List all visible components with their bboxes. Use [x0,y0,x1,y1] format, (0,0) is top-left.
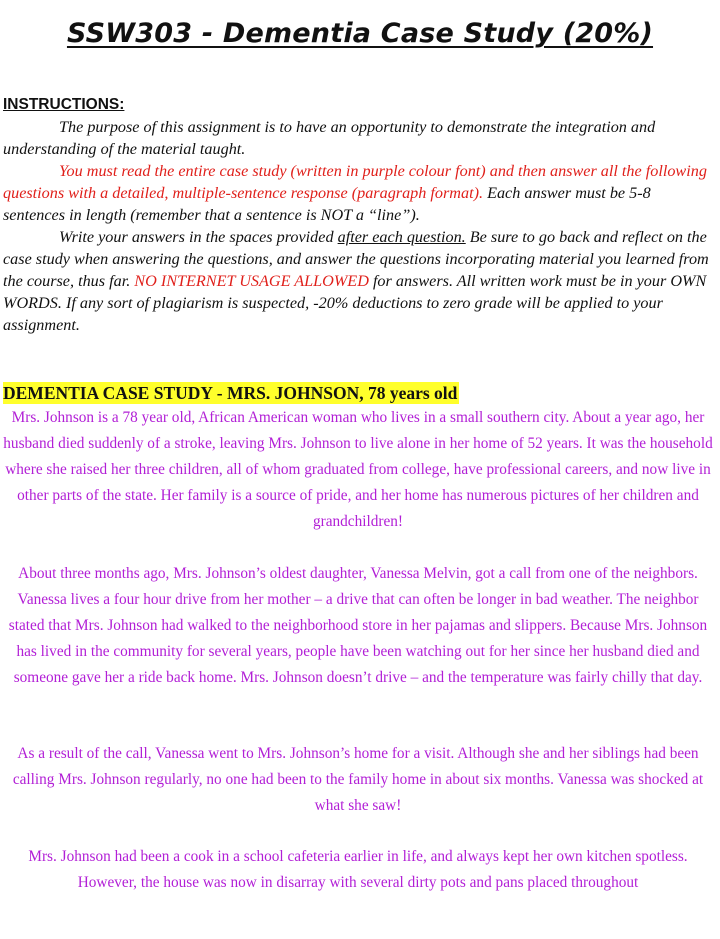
instructions-para3-mid: Be sure to go back and reflect on the case study when answering the questions, and answer the questions incorporating material you learned from the course, thus far. [3,228,709,290]
document-title-text: SSW303 - Dementia Case Study (20%) [66,18,654,49]
instructions-paragraph-1 [3,116,711,160]
document-title [0,18,720,49]
case-paragraph-2 [0,561,716,691]
instructions-para1-text: The purpose of this assignment is to have an opportunity to demonstrate the integration and understanding of the material taught. [3,118,656,158]
case-paragraph-3-text: As a result of the call, Vanessa went to Mrs. Johnson’s home for a visit. Although she and her siblings had been calling Mrs. Johnson regularly, no one had been to the family home in about six months. Vanessa was shocked at what she saw! [12,745,704,814]
instructions-para3-start: Write your answers in the spaces provided [59,228,338,246]
instructions-para3-red-text: NO INTERNET USAGE ALLOWED [134,272,369,290]
case-paragraph-1 [0,405,716,535]
case-paragraph-4 [0,844,716,896]
instructions-heading: INSTRUCTIONS: [3,96,125,113]
case-paragraph-2-text: About three months ago, Mrs. Johnson’s oldest daughter, Vanessa Melvin, got a call from one of the neighbors. Vanessa lives a four hour drive from her mother – a drive that can often be longer in bad weather. The neighbor stated that Mrs. Johnson had walked to the neighborhood store in her pajamas and slippers. Because Mrs. Johnson has lived in the community for several years, people have been watching out for her since her husband died and someone gave her a ride back home. Mrs. Johnson doesn’t drive – and the temperature was fairly chilly that day. [8,565,708,686]
instructions-para2-text: Each answer must be 5-8 sentences in length (remember that a sentence is NOT a “line”). [3,184,651,224]
instructions-section [3,94,711,336]
instructions-paragraph-2 [3,160,711,226]
case-paragraph-1-text: Mrs. Johnson is a 78 year old, African American woman who lives in a small southern city. About a year ago, her husband died suddenly of a stroke, leaving Mrs. Johnson to live alone in her home of 52 years. It was the household where she raised her three children, all of whom graduated from college, have professional careers, and now live in other parts of the state. Her family is a source of pride, and her home has numerous pictures of her children and grandchildren! [3,409,713,530]
case-study-heading: DEMENTIA CASE STUDY - MRS. JOHNSON, 78 years old [3,383,458,403]
instructions-para3-end: for answers. All written work must be in your OWN WORDS. If any sort of plagiarism is suspected, -20% deductions to zero grade will be applied to your assignment. [3,272,707,334]
instructions-para3-underlined: after each question. [337,228,466,246]
instructions-para2-red-text: You must read the entire case study (written in purple colour font) and then answer all the following questions with a detailed, multiple-sentence response (paragraph format). [3,162,707,202]
case-paragraph-4-text: Mrs. Johnson had been a cook in a school cafeteria earlier in life, and always kept her own kitchen spotless. However, the house was now in disarray with several dirty pots and pans placed throughout [28,848,688,891]
instructions-paragraph-3 [3,226,711,336]
case-paragraph-3 [0,741,716,819]
